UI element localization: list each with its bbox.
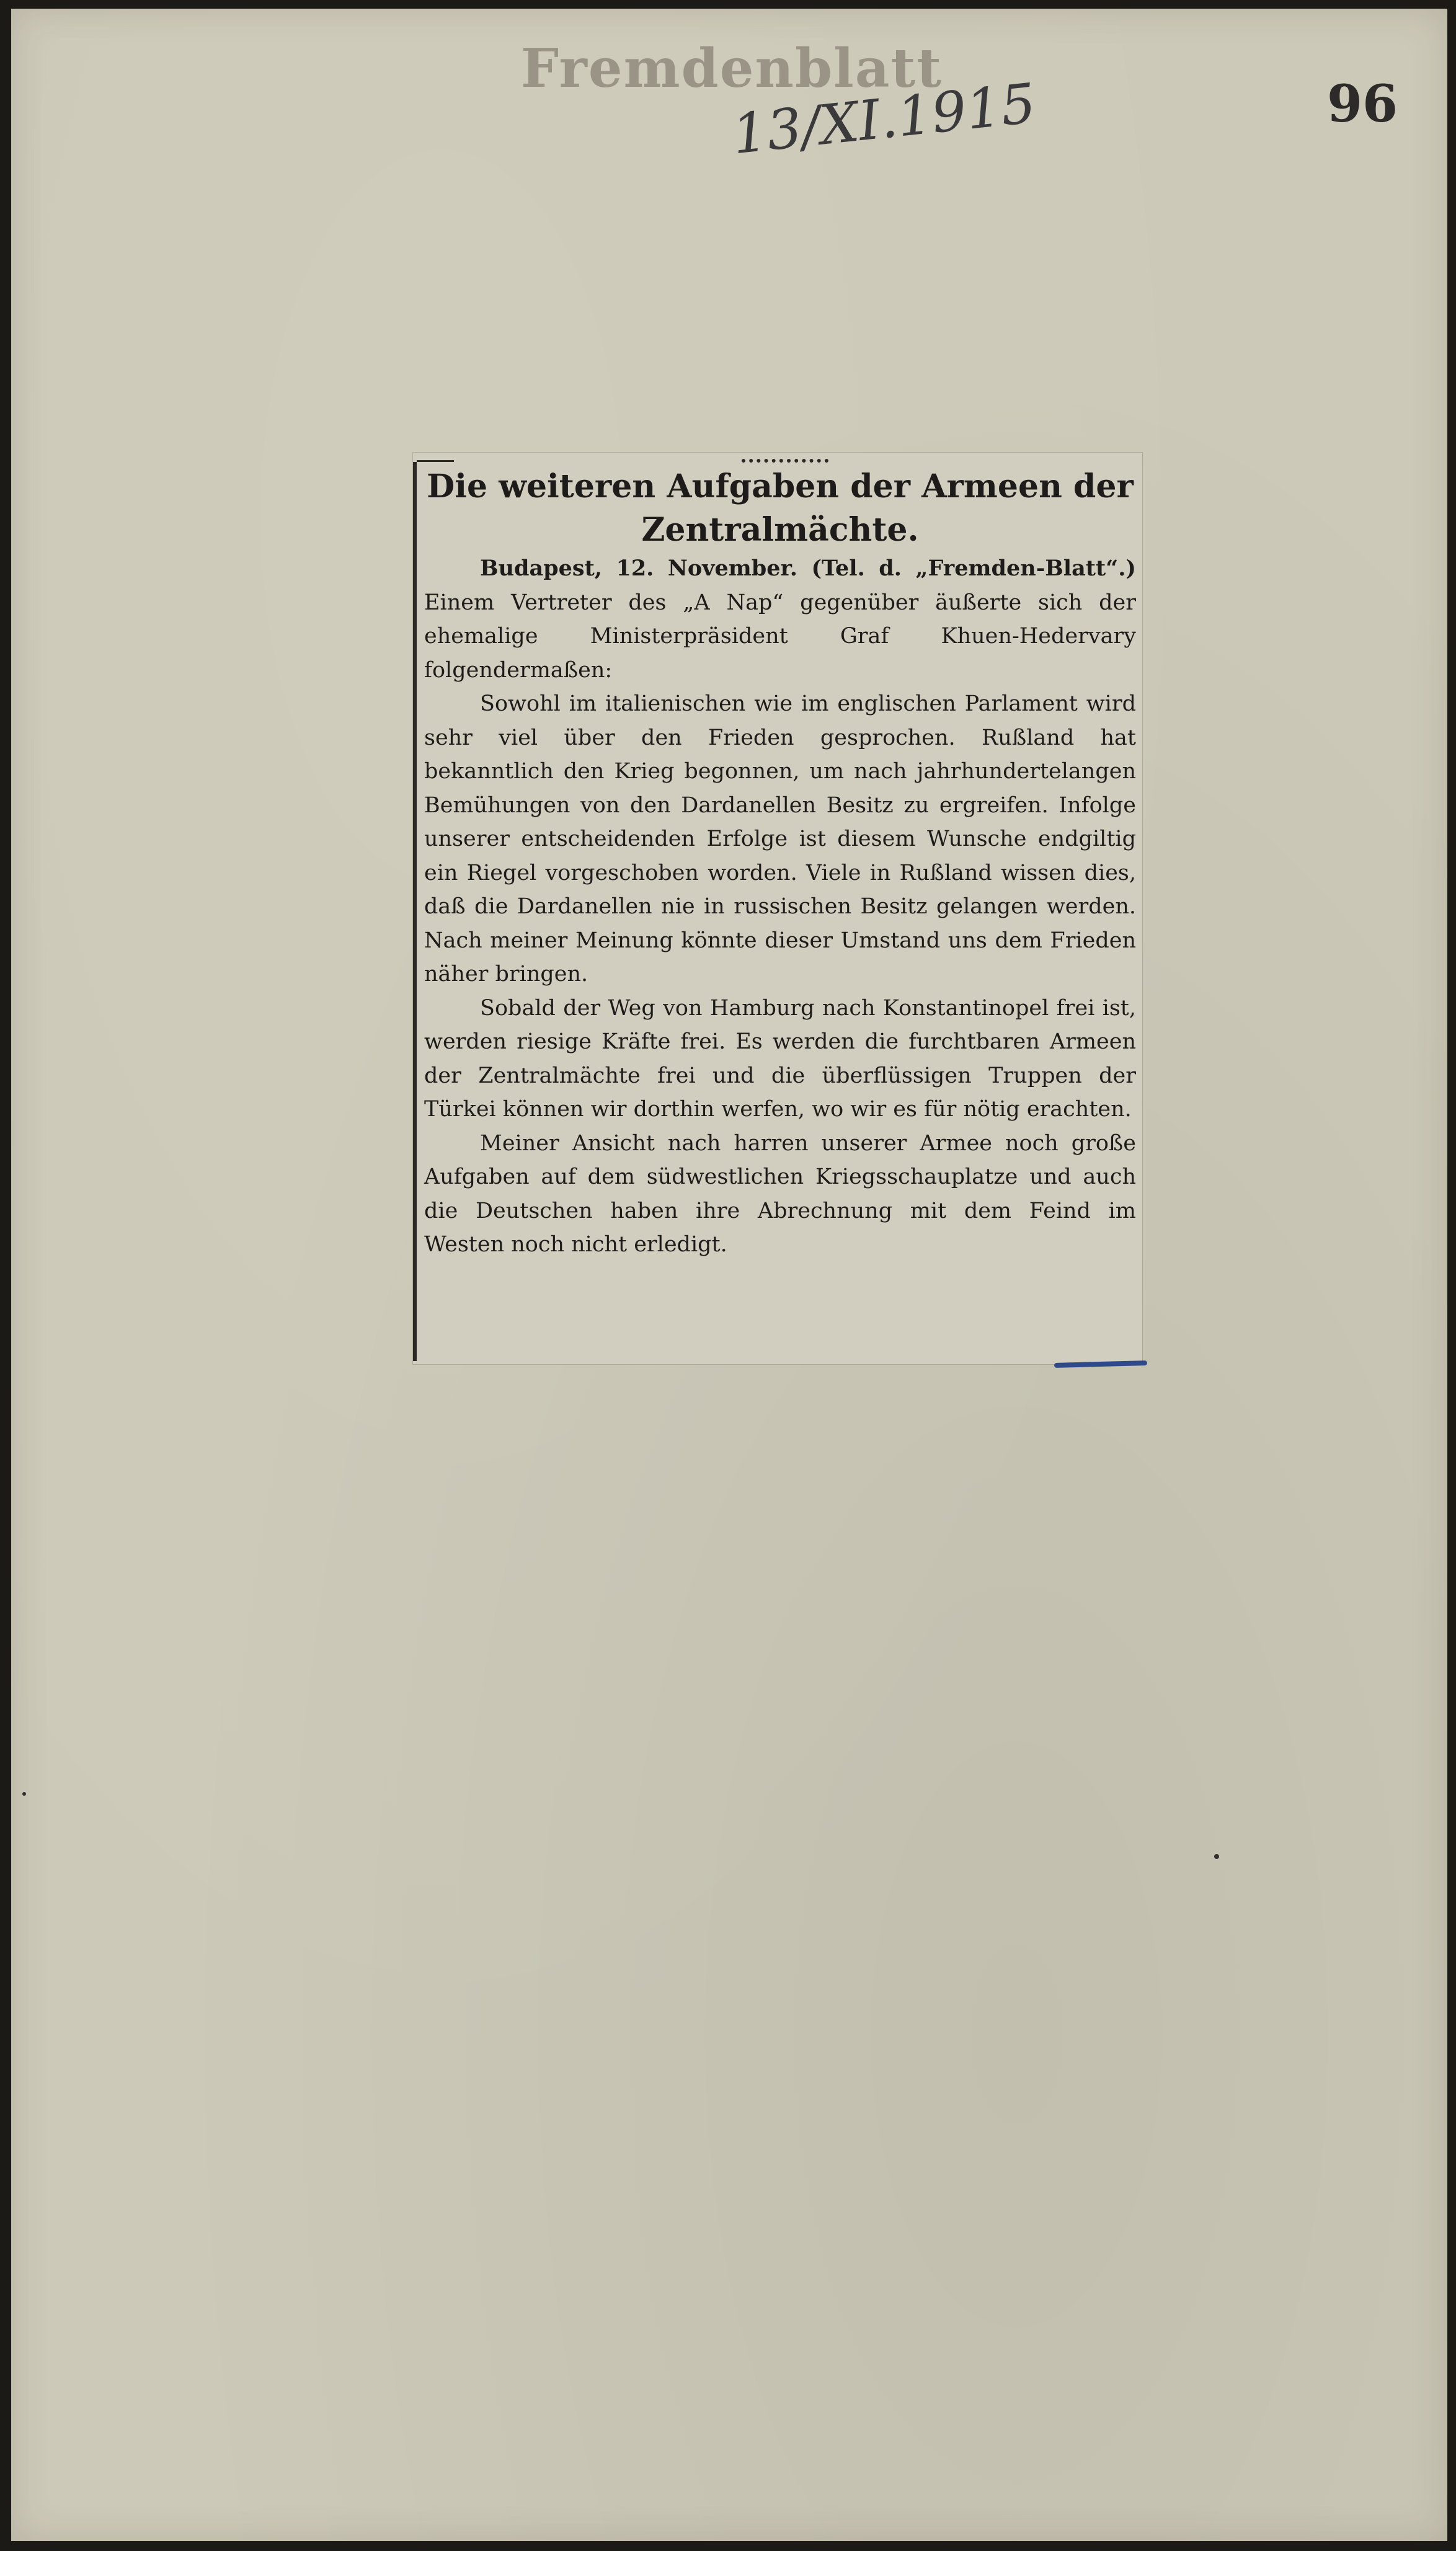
handwritten-date: 13/XI.1915 bbox=[729, 71, 1039, 167]
article-intro: Einem Vertreter des „A Nap“ gegenüber äußerte sich der ehemalige Ministerpräsident Graf Khuen-Hedervary folgendermaßen: bbox=[424, 590, 1136, 683]
page-number: 96 bbox=[1327, 74, 1398, 134]
article-dateline: Budapest, 12. November. (Tel. d. „Fremden-Blatt“.) bbox=[480, 556, 1136, 581]
newspaper-stamp: Fremdenblatt bbox=[521, 37, 943, 100]
paper-speck bbox=[22, 1792, 26, 1796]
article-lead bbox=[424, 552, 1136, 687]
cut-off-text-remnant bbox=[742, 453, 828, 463]
article-paragraph: Sobald der Weg von Hamburg nach Konstantinopel frei ist, werden riesige Kräfte frei. Es werden die furchtbaren Armeen der Zentralmächte frei und die überflüssigen Truppen der Türkei können wir dorthin werfen, wo wir es für nötig erachten. bbox=[424, 995, 1136, 1122]
article-headline: Die weiteren Aufgaben der Armeen der Zentralmächte. bbox=[427, 468, 1134, 549]
paper-speck bbox=[1214, 1854, 1219, 1859]
newspaper-clipping bbox=[413, 453, 1142, 1364]
article-paragraph: Sowohl im italienischen wie im englischen Parlament wird sehr viel über den Frieden gesprochen. Rußland hat bekanntlich den Krieg begonnen, um nach jahrhundertelangen Bemühungen von den Dardanellen Besitz zu ergreifen. Infolge unserer entscheidenden Erfolge ist diesem Wunsche endgiltig ein Riegel vorgeschoben worden. Viele in Rußland wissen dies, daß die Dardanellen nie in russischen Besitz gelangen werden. Nach meiner Meinung könnte dieser Umstand uns dem Frieden näher bringen. bbox=[424, 691, 1136, 987]
article-paragraph: Meiner Ansicht nach harren unserer Armee noch große Aufgaben auf dem südwestlichen Kriegsschauplatze und auch die Deutschen haben ihre Abrechnung mit dem Feind im Westen noch nicht erledigt. bbox=[424, 1130, 1136, 1257]
column-rule bbox=[413, 462, 417, 1361]
column-rule-top bbox=[417, 460, 454, 462]
article bbox=[424, 465, 1136, 1262]
